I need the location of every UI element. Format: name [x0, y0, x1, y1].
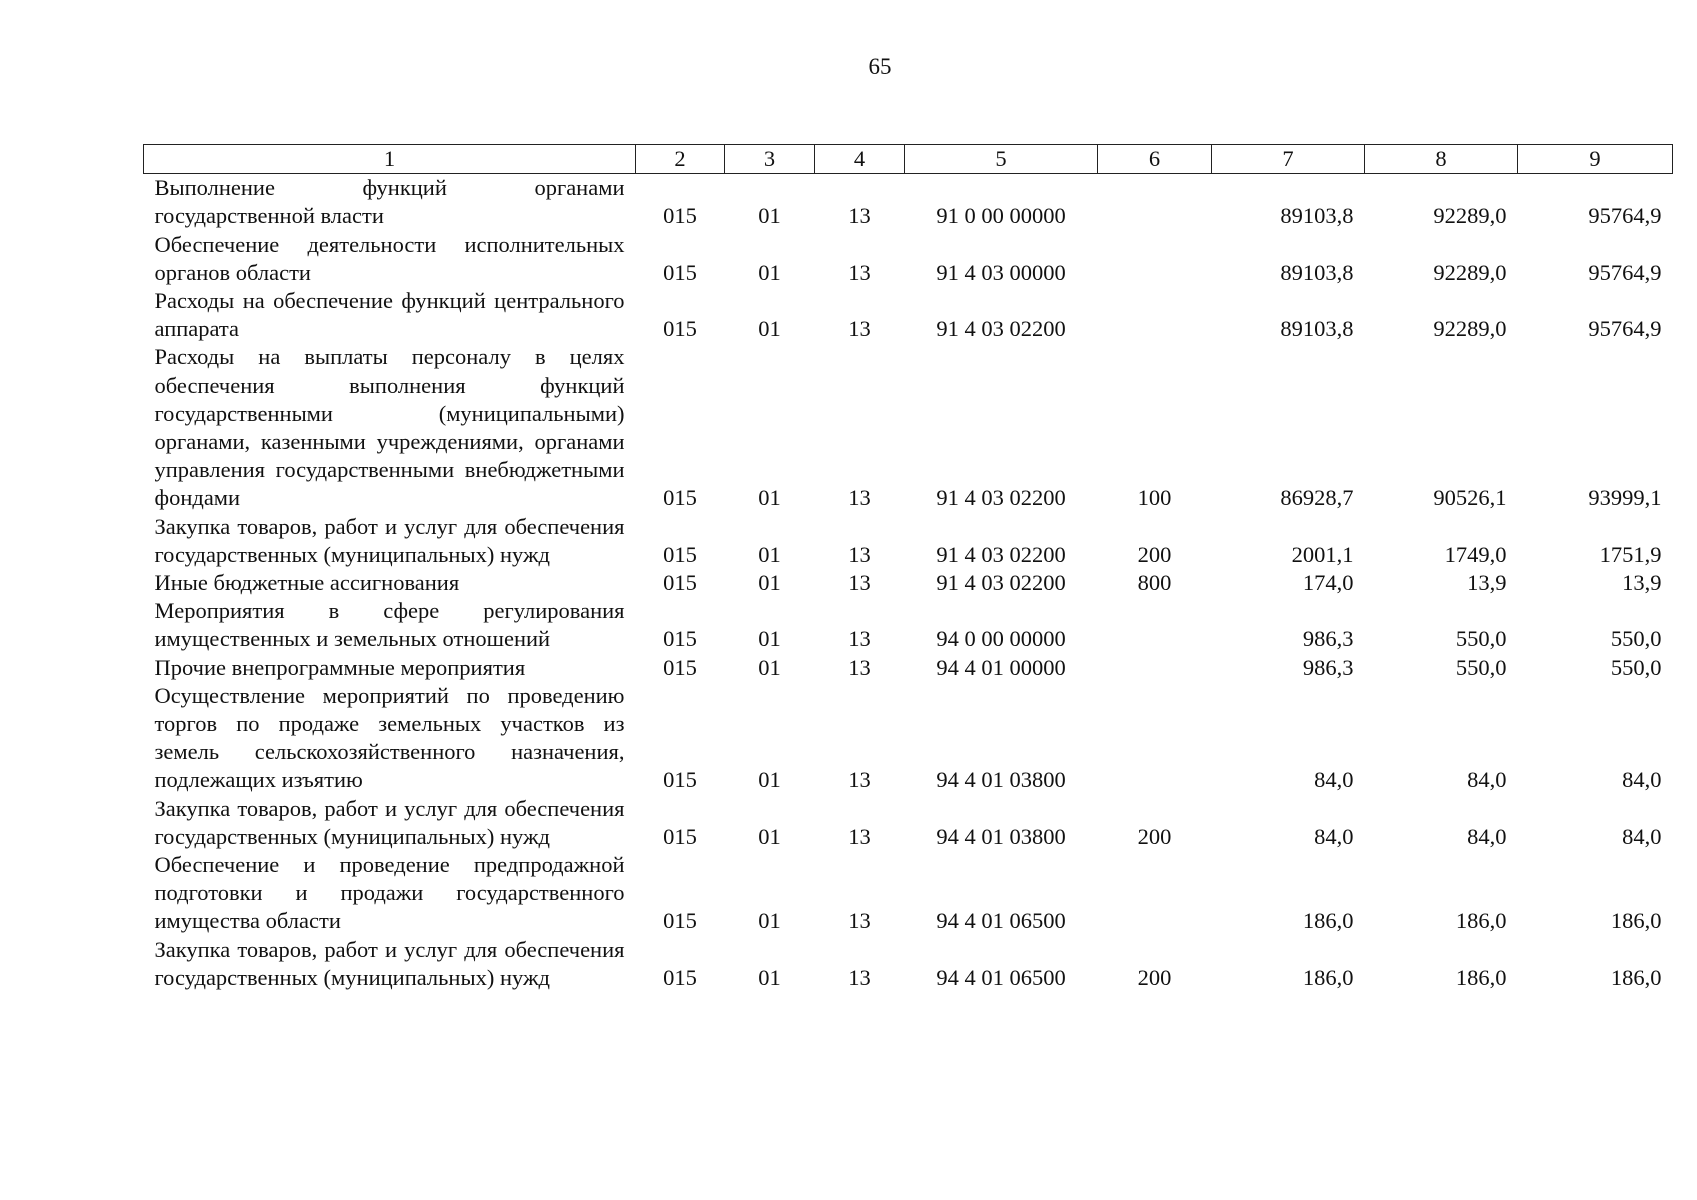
section-code-cell: 01: [758, 654, 781, 680]
amount-year-1-cell: 89103,8: [1280, 203, 1354, 229]
amount-year-1-cell: 84,0: [1314, 767, 1354, 793]
subsection-code-cell: 13: [848, 541, 871, 567]
grbs-code-cell: 015: [663, 316, 697, 342]
table-row: [144, 851, 1673, 936]
amount-year-2-cell: 13,9: [1467, 570, 1507, 596]
amount-year-1-cell: 174,0: [1302, 570, 1354, 596]
grbs-code-cell: 015: [663, 654, 697, 680]
target-article-cell: 91 4 03 00000: [936, 259, 1066, 285]
amount-year-2-cell: 550,0: [1455, 626, 1507, 652]
section-code-cell: 01: [758, 485, 781, 511]
expense-type-cell: [1098, 682, 1212, 795]
target-article-cell: 94 4 01 06500: [936, 908, 1066, 934]
amount-year-1-cell: 89103,8: [1280, 259, 1354, 285]
table-row: [144, 174, 1673, 231]
table-row: [144, 231, 1673, 287]
amount-year-1-cell: 186,0: [1302, 908, 1354, 934]
row-name-cell: Выполнение функций органами государственной власти: [154, 175, 625, 229]
grbs-code-cell: 015: [663, 964, 697, 990]
row-name-cell: Обеспечение деятельности исполнительных органов области: [154, 231, 625, 285]
column-header: 9: [1518, 145, 1673, 174]
amount-year-3-cell: 84,0: [1622, 767, 1662, 793]
target-article-cell: 94 0 00 00000: [936, 626, 1066, 652]
table-body: [144, 174, 1673, 992]
section-code-cell: 01: [758, 316, 781, 342]
header-row: [144, 145, 1673, 174]
grbs-code-cell: 015: [663, 541, 697, 567]
table-row: [144, 597, 1673, 653]
section-code-cell: 01: [758, 908, 781, 934]
grbs-code-cell: 015: [663, 259, 697, 285]
target-article-cell: 94 4 01 03800: [936, 823, 1066, 849]
amount-year-2-cell: 92289,0: [1433, 203, 1507, 229]
section-code-cell: 01: [758, 626, 781, 652]
amount-year-2-cell: 84,0: [1467, 767, 1507, 793]
row-name-cell: Иные бюджетные ассигнования: [154, 570, 460, 596]
grbs-code-cell: 015: [663, 626, 697, 652]
expense-type-cell: 100: [1137, 485, 1172, 511]
row-name-cell: Осуществление мероприятий по проведению торгов по продаже земельных участков из земель сельскохозяйственного назначения, подлежащих изъятию: [154, 682, 625, 793]
table-row: [144, 343, 1673, 512]
target-article-cell: 91 4 03 02200: [936, 541, 1066, 567]
grbs-code-cell: 015: [663, 908, 697, 934]
expense-type-cell: [1098, 851, 1212, 936]
column-header: 4: [815, 145, 905, 174]
row-name-cell: Расходы на обеспечение функций центрального аппарата: [154, 288, 625, 342]
amount-year-1-cell: 186,0: [1302, 964, 1354, 990]
expense-type-cell: [1098, 231, 1212, 287]
amount-year-3-cell: 1751,9: [1599, 541, 1662, 567]
expense-type-cell: 200: [1137, 823, 1172, 849]
amount-year-2-cell: 186,0: [1455, 964, 1507, 990]
table-row: [144, 654, 1673, 682]
subsection-code-cell: 13: [848, 908, 871, 934]
amount-year-3-cell: 93999,1: [1588, 485, 1662, 511]
section-code-cell: 01: [758, 767, 781, 793]
target-article-cell: 94 4 01 06500: [936, 964, 1066, 990]
table-row: [144, 682, 1673, 795]
section-code-cell: 01: [758, 203, 781, 229]
table-row: [144, 287, 1673, 343]
amount-year-2-cell: 186,0: [1455, 908, 1507, 934]
row-name-cell: Закупка товаров, работ и услуг для обеспечения государственных (муниципальных) нужд: [154, 513, 625, 567]
subsection-code-cell: 13: [848, 626, 871, 652]
amount-year-1-cell: 986,3: [1302, 626, 1354, 652]
table-row: [144, 513, 1673, 569]
target-article-cell: 91 4 03 02200: [936, 570, 1066, 596]
amount-year-2-cell: 84,0: [1467, 823, 1507, 849]
subsection-code-cell: 13: [848, 570, 871, 596]
expense-type-cell: [1098, 597, 1212, 653]
page-number: 65: [868, 54, 892, 79]
row-name-cell: Расходы на выплаты персоналу в целях обеспечения выполнения функций государственными (муниципальными) органами, казенными учреждениями, органами управления государственными внебюджетными фондами: [154, 344, 625, 511]
target-article-cell: 91 4 03 02200: [936, 316, 1066, 342]
subsection-code-cell: 13: [848, 654, 871, 680]
amount-year-1-cell: 84,0: [1314, 823, 1354, 849]
grbs-code-cell: 015: [663, 203, 697, 229]
row-name-cell: Закупка товаров, работ и услуг для обеспечения государственных (муниципальных) нужд: [154, 936, 625, 990]
section-code-cell: 01: [758, 570, 781, 596]
subsection-code-cell: 13: [848, 823, 871, 849]
section-code-cell: 01: [758, 823, 781, 849]
amount-year-1-cell: 986,3: [1302, 654, 1354, 680]
column-header: 8: [1365, 145, 1518, 174]
expense-type-cell: 800: [1137, 570, 1172, 596]
row-name-cell: Мероприятия в сфере регулирования имущественных и земельных отношений: [154, 598, 625, 652]
row-name-cell: Закупка товаров, работ и услуг для обеспечения государственных (муниципальных) нужд: [154, 795, 625, 849]
subsection-code-cell: 13: [848, 964, 871, 990]
section-code-cell: 01: [758, 259, 781, 285]
expense-type-cell: 200: [1137, 964, 1172, 990]
subsection-code-cell: 13: [848, 203, 871, 229]
target-article-cell: 91 4 03 02200: [936, 485, 1066, 511]
amount-year-1-cell: 86928,7: [1280, 485, 1354, 511]
amount-year-3-cell: 95764,9: [1588, 203, 1662, 229]
table-row: [144, 795, 1673, 851]
amount-year-3-cell: 186,0: [1610, 908, 1662, 934]
amount-year-2-cell: 550,0: [1455, 654, 1507, 680]
amount-year-2-cell: 1749,0: [1444, 541, 1507, 567]
section-code-cell: 01: [758, 541, 781, 567]
subsection-code-cell: 13: [848, 259, 871, 285]
table-row: [144, 569, 1673, 597]
target-article-cell: 91 0 00 00000: [936, 203, 1066, 229]
amount-year-3-cell: 13,9: [1622, 570, 1662, 596]
subsection-code-cell: 13: [848, 316, 871, 342]
expense-type-cell: 200: [1137, 541, 1172, 567]
column-header: 5: [905, 145, 1098, 174]
column-header: 6: [1098, 145, 1212, 174]
row-name-cell: Обеспечение и проведение предпродажной подготовки и продажи государственного имущества области: [154, 852, 625, 934]
column-header: 2: [636, 145, 725, 174]
subsection-code-cell: 13: [848, 767, 871, 793]
target-article-cell: 94 4 01 00000: [936, 654, 1066, 680]
expense-type-cell: [1098, 174, 1212, 231]
amount-year-2-cell: 92289,0: [1433, 259, 1507, 285]
amount-year-1-cell: 89103,8: [1280, 316, 1354, 342]
amount-year-3-cell: 95764,9: [1588, 259, 1662, 285]
table-row: [144, 936, 1673, 992]
amount-year-2-cell: 92289,0: [1433, 316, 1507, 342]
amount-year-1-cell: 2001,1: [1291, 541, 1354, 567]
amount-year-3-cell: 84,0: [1622, 823, 1662, 849]
budget-table: [143, 144, 1673, 992]
grbs-code-cell: 015: [663, 823, 697, 849]
expense-type-cell: [1098, 287, 1212, 343]
target-article-cell: 94 4 01 03800: [936, 767, 1066, 793]
grbs-code-cell: 015: [663, 767, 697, 793]
amount-year-3-cell: 186,0: [1610, 964, 1662, 990]
column-header: 1: [144, 145, 636, 174]
grbs-code-cell: 015: [663, 485, 697, 511]
amount-year-3-cell: 550,0: [1610, 654, 1662, 680]
amount-year-3-cell: 95764,9: [1588, 316, 1662, 342]
column-header: 7: [1212, 145, 1365, 174]
grbs-code-cell: 015: [663, 570, 697, 596]
amount-year-2-cell: 90526,1: [1433, 485, 1507, 511]
amount-year-3-cell: 550,0: [1610, 626, 1662, 652]
expense-type-cell: [1098, 654, 1212, 682]
row-name-cell: Прочие внепрограммные мероприятия: [154, 654, 526, 680]
section-code-cell: 01: [758, 964, 781, 990]
column-header: 3: [725, 145, 815, 174]
subsection-code-cell: 13: [848, 485, 871, 511]
